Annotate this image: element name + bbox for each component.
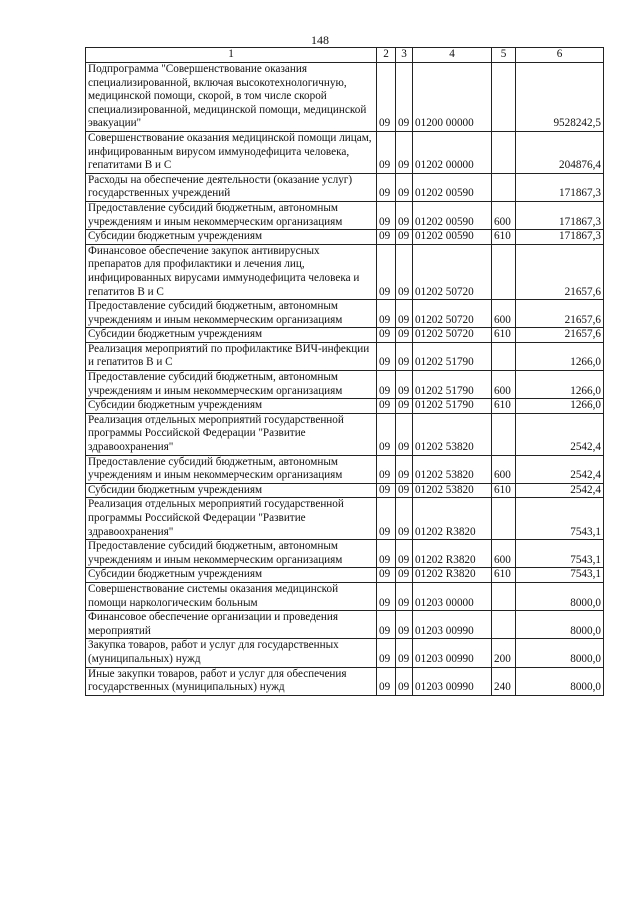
table-row — [86, 413, 604, 455]
row-section: 09 — [377, 540, 396, 568]
table-row — [86, 639, 604, 667]
row-target-code: 01200 00000 — [413, 63, 492, 132]
header-col-1: 1 — [86, 48, 377, 63]
row-expense-type: 200 — [492, 639, 516, 667]
row-amount: 2542,4 — [516, 483, 604, 498]
row-subsection: 09 — [396, 371, 413, 399]
table-row — [86, 582, 604, 610]
row-section: 09 — [377, 371, 396, 399]
row-section: 09 — [377, 63, 396, 132]
table-body — [86, 63, 604, 696]
row-amount: 21657,6 — [516, 300, 604, 328]
row-name: Совершенствование оказания медицинской помощи лицам, инфицированным вирусом иммунодефицита человека, гепатитами В и С — [86, 131, 377, 173]
row-name: Субсидии бюджетным учреждениям — [86, 568, 377, 583]
row-subsection: 09 — [396, 399, 413, 414]
row-target-code: 01202 00000 — [413, 131, 492, 173]
row-name: Реализация отдельных мероприятий государственной программы Российской Федерации "Развитие здравоохранения" — [86, 498, 377, 540]
row-subsection: 09 — [396, 611, 413, 639]
row-section: 09 — [377, 582, 396, 610]
header-col-6: 6 — [516, 48, 604, 63]
row-expense-type — [492, 244, 516, 299]
row-expense-type: 600 — [492, 540, 516, 568]
row-amount: 1266,0 — [516, 399, 604, 414]
row-target-code: 01202 53820 — [413, 455, 492, 483]
row-target-code: 01202 R3820 — [413, 568, 492, 583]
row-section: 09 — [377, 173, 396, 201]
page-number: 148 — [311, 33, 329, 47]
row-section: 09 — [377, 131, 396, 173]
row-amount: 171867,3 — [516, 173, 604, 201]
row-target-code: 01202 R3820 — [413, 498, 492, 540]
table-row — [86, 201, 604, 229]
row-amount: 7543,1 — [516, 540, 604, 568]
row-name: Закупка товаров, работ и услуг для государственных (муниципальных) нужд — [86, 639, 377, 667]
row-name: Субсидии бюджетным учреждениям — [86, 483, 377, 498]
row-expense-type: 600 — [492, 455, 516, 483]
row-expense-type — [492, 131, 516, 173]
row-target-code: 01202 50720 — [413, 300, 492, 328]
table-row — [86, 371, 604, 399]
row-expense-type: 610 — [492, 230, 516, 245]
row-target-code: 01203 00990 — [413, 611, 492, 639]
row-expense-type: 610 — [492, 399, 516, 414]
row-name: Расходы на обеспечение деятельности (оказание услуг) государственных учреждений — [86, 173, 377, 201]
table-row — [86, 568, 604, 583]
row-target-code: 01203 00000 — [413, 582, 492, 610]
row-target-code: 01202 50720 — [413, 328, 492, 343]
row-subsection: 09 — [396, 244, 413, 299]
row-name: Подпрограмма "Совершенствование оказания специализированной, включая высокотехнологичную, медицинской помощи, скорой, в том числе скорой специализированной, медицинской помощи, медицинской эвакуации" — [86, 63, 377, 132]
row-section: 09 — [377, 483, 396, 498]
row-amount: 7543,1 — [516, 568, 604, 583]
row-expense-type — [492, 498, 516, 540]
row-name: Субсидии бюджетным учреждениям — [86, 399, 377, 414]
row-subsection: 09 — [396, 582, 413, 610]
row-section: 09 — [377, 201, 396, 229]
row-expense-type — [492, 582, 516, 610]
table-row — [86, 455, 604, 483]
header-col-5: 5 — [492, 48, 516, 63]
row-target-code: 01202 51790 — [413, 342, 492, 370]
row-expense-type — [492, 173, 516, 201]
row-name: Предоставление субсидий бюджетным, автономным учреждениям и иным некоммерческим организациям — [86, 201, 377, 229]
row-target-code: 01203 00990 — [413, 639, 492, 667]
table-row — [86, 540, 604, 568]
row-amount: 171867,3 — [516, 201, 604, 229]
header-col-3: 3 — [396, 48, 413, 63]
row-expense-type: 600 — [492, 371, 516, 399]
row-expense-type: 610 — [492, 328, 516, 343]
row-name: Предоставление субсидий бюджетным, автономным учреждениям и иным некоммерческим организациям — [86, 455, 377, 483]
row-amount: 2542,4 — [516, 455, 604, 483]
row-subsection: 09 — [396, 300, 413, 328]
row-section: 09 — [377, 455, 396, 483]
row-subsection: 09 — [396, 639, 413, 667]
row-subsection: 09 — [396, 568, 413, 583]
table-row — [86, 173, 604, 201]
row-amount: 8000,0 — [516, 667, 604, 695]
row-target-code: 01202 50720 — [413, 244, 492, 299]
row-name: Совершенствование системы оказания медицинской помощи наркологическим больным — [86, 582, 377, 610]
row-amount: 8000,0 — [516, 611, 604, 639]
row-expense-type: 600 — [492, 201, 516, 229]
row-section: 09 — [377, 639, 396, 667]
row-subsection: 09 — [396, 342, 413, 370]
row-name: Предоставление субсидий бюджетным, автономным учреждениям и иным некоммерческим организациям — [86, 300, 377, 328]
row-subsection: 09 — [396, 173, 413, 201]
row-target-code: 01202 53820 — [413, 413, 492, 455]
row-expense-type: 610 — [492, 483, 516, 498]
row-amount: 1266,0 — [516, 371, 604, 399]
row-subsection: 09 — [396, 455, 413, 483]
table-row — [86, 667, 604, 695]
table-row — [86, 63, 604, 132]
header-col-4: 4 — [413, 48, 492, 63]
row-expense-type — [492, 342, 516, 370]
row-subsection: 09 — [396, 498, 413, 540]
row-expense-type: 610 — [492, 568, 516, 583]
table-row — [86, 498, 604, 540]
row-name: Субсидии бюджетным учреждениям — [86, 328, 377, 343]
row-expense-type — [492, 611, 516, 639]
row-name: Предоставление субсидий бюджетным, автономным учреждениям и иным некоммерческим организациям — [86, 540, 377, 568]
row-amount: 2542,4 — [516, 413, 604, 455]
row-subsection: 09 — [396, 230, 413, 245]
row-section: 09 — [377, 667, 396, 695]
row-name: Реализация мероприятий по профилактике ВИЧ-инфекции и гепатитов В и С — [86, 342, 377, 370]
row-amount: 171867,3 — [516, 230, 604, 245]
header-row — [86, 48, 604, 63]
row-amount: 7543,1 — [516, 498, 604, 540]
budget-table — [85, 47, 604, 696]
row-subsection: 09 — [396, 201, 413, 229]
row-section: 09 — [377, 413, 396, 455]
table-row — [86, 230, 604, 245]
row-section: 09 — [377, 300, 396, 328]
header-col-2: 2 — [377, 48, 396, 63]
row-name: Финансовое обеспечение организации и проведения мероприятий — [86, 611, 377, 639]
row-target-code: 01202 00590 — [413, 230, 492, 245]
row-target-code: 01203 00990 — [413, 667, 492, 695]
row-subsection: 09 — [396, 413, 413, 455]
row-name: Предоставление субсидий бюджетным, автономным учреждениям и иным некоммерческим организациям — [86, 371, 377, 399]
row-expense-type — [492, 413, 516, 455]
row-target-code: 01202 R3820 — [413, 540, 492, 568]
row-name: Финансовое обеспечение закупок антивирусных препаратов для профилактики и лечения лиц, инфицированных вирусами иммунодефицита человека и гепатитов В и С — [86, 244, 377, 299]
row-target-code: 01202 53820 — [413, 483, 492, 498]
row-expense-type — [492, 63, 516, 132]
row-section: 09 — [377, 230, 396, 245]
row-target-code: 01202 00590 — [413, 173, 492, 201]
table-row — [86, 342, 604, 370]
row-amount: 1266,0 — [516, 342, 604, 370]
table-row — [86, 244, 604, 299]
row-subsection: 09 — [396, 63, 413, 132]
row-name: Субсидии бюджетным учреждениям — [86, 230, 377, 245]
row-subsection: 09 — [396, 540, 413, 568]
row-section: 09 — [377, 328, 396, 343]
row-section: 09 — [377, 611, 396, 639]
row-expense-type: 600 — [492, 300, 516, 328]
row-section: 09 — [377, 498, 396, 540]
row-target-code: 01202 00590 — [413, 201, 492, 229]
row-section: 09 — [377, 244, 396, 299]
row-name: Иные закупки товаров, работ и услуг для обеспечения государственных (муниципальных) нужд — [86, 667, 377, 695]
row-amount: 9528242,5 — [516, 63, 604, 132]
row-amount: 21657,6 — [516, 244, 604, 299]
table-row — [86, 611, 604, 639]
table-row — [86, 328, 604, 343]
row-section: 09 — [377, 399, 396, 414]
table-row — [86, 399, 604, 414]
row-amount: 8000,0 — [516, 582, 604, 610]
row-subsection: 09 — [396, 483, 413, 498]
table-row — [86, 300, 604, 328]
row-subsection: 09 — [396, 131, 413, 173]
row-section: 09 — [377, 568, 396, 583]
row-section: 09 — [377, 342, 396, 370]
row-expense-type: 240 — [492, 667, 516, 695]
row-subsection: 09 — [396, 667, 413, 695]
row-target-code: 01202 51790 — [413, 399, 492, 414]
table-row — [86, 483, 604, 498]
table-row — [86, 131, 604, 173]
row-target-code: 01202 51790 — [413, 371, 492, 399]
row-amount: 21657,6 — [516, 328, 604, 343]
row-amount: 8000,0 — [516, 639, 604, 667]
row-amount: 204876,4 — [516, 131, 604, 173]
row-name: Реализация отдельных мероприятий государственной программы Российской Федерации "Развитие здравоохранения" — [86, 413, 377, 455]
row-subsection: 09 — [396, 328, 413, 343]
